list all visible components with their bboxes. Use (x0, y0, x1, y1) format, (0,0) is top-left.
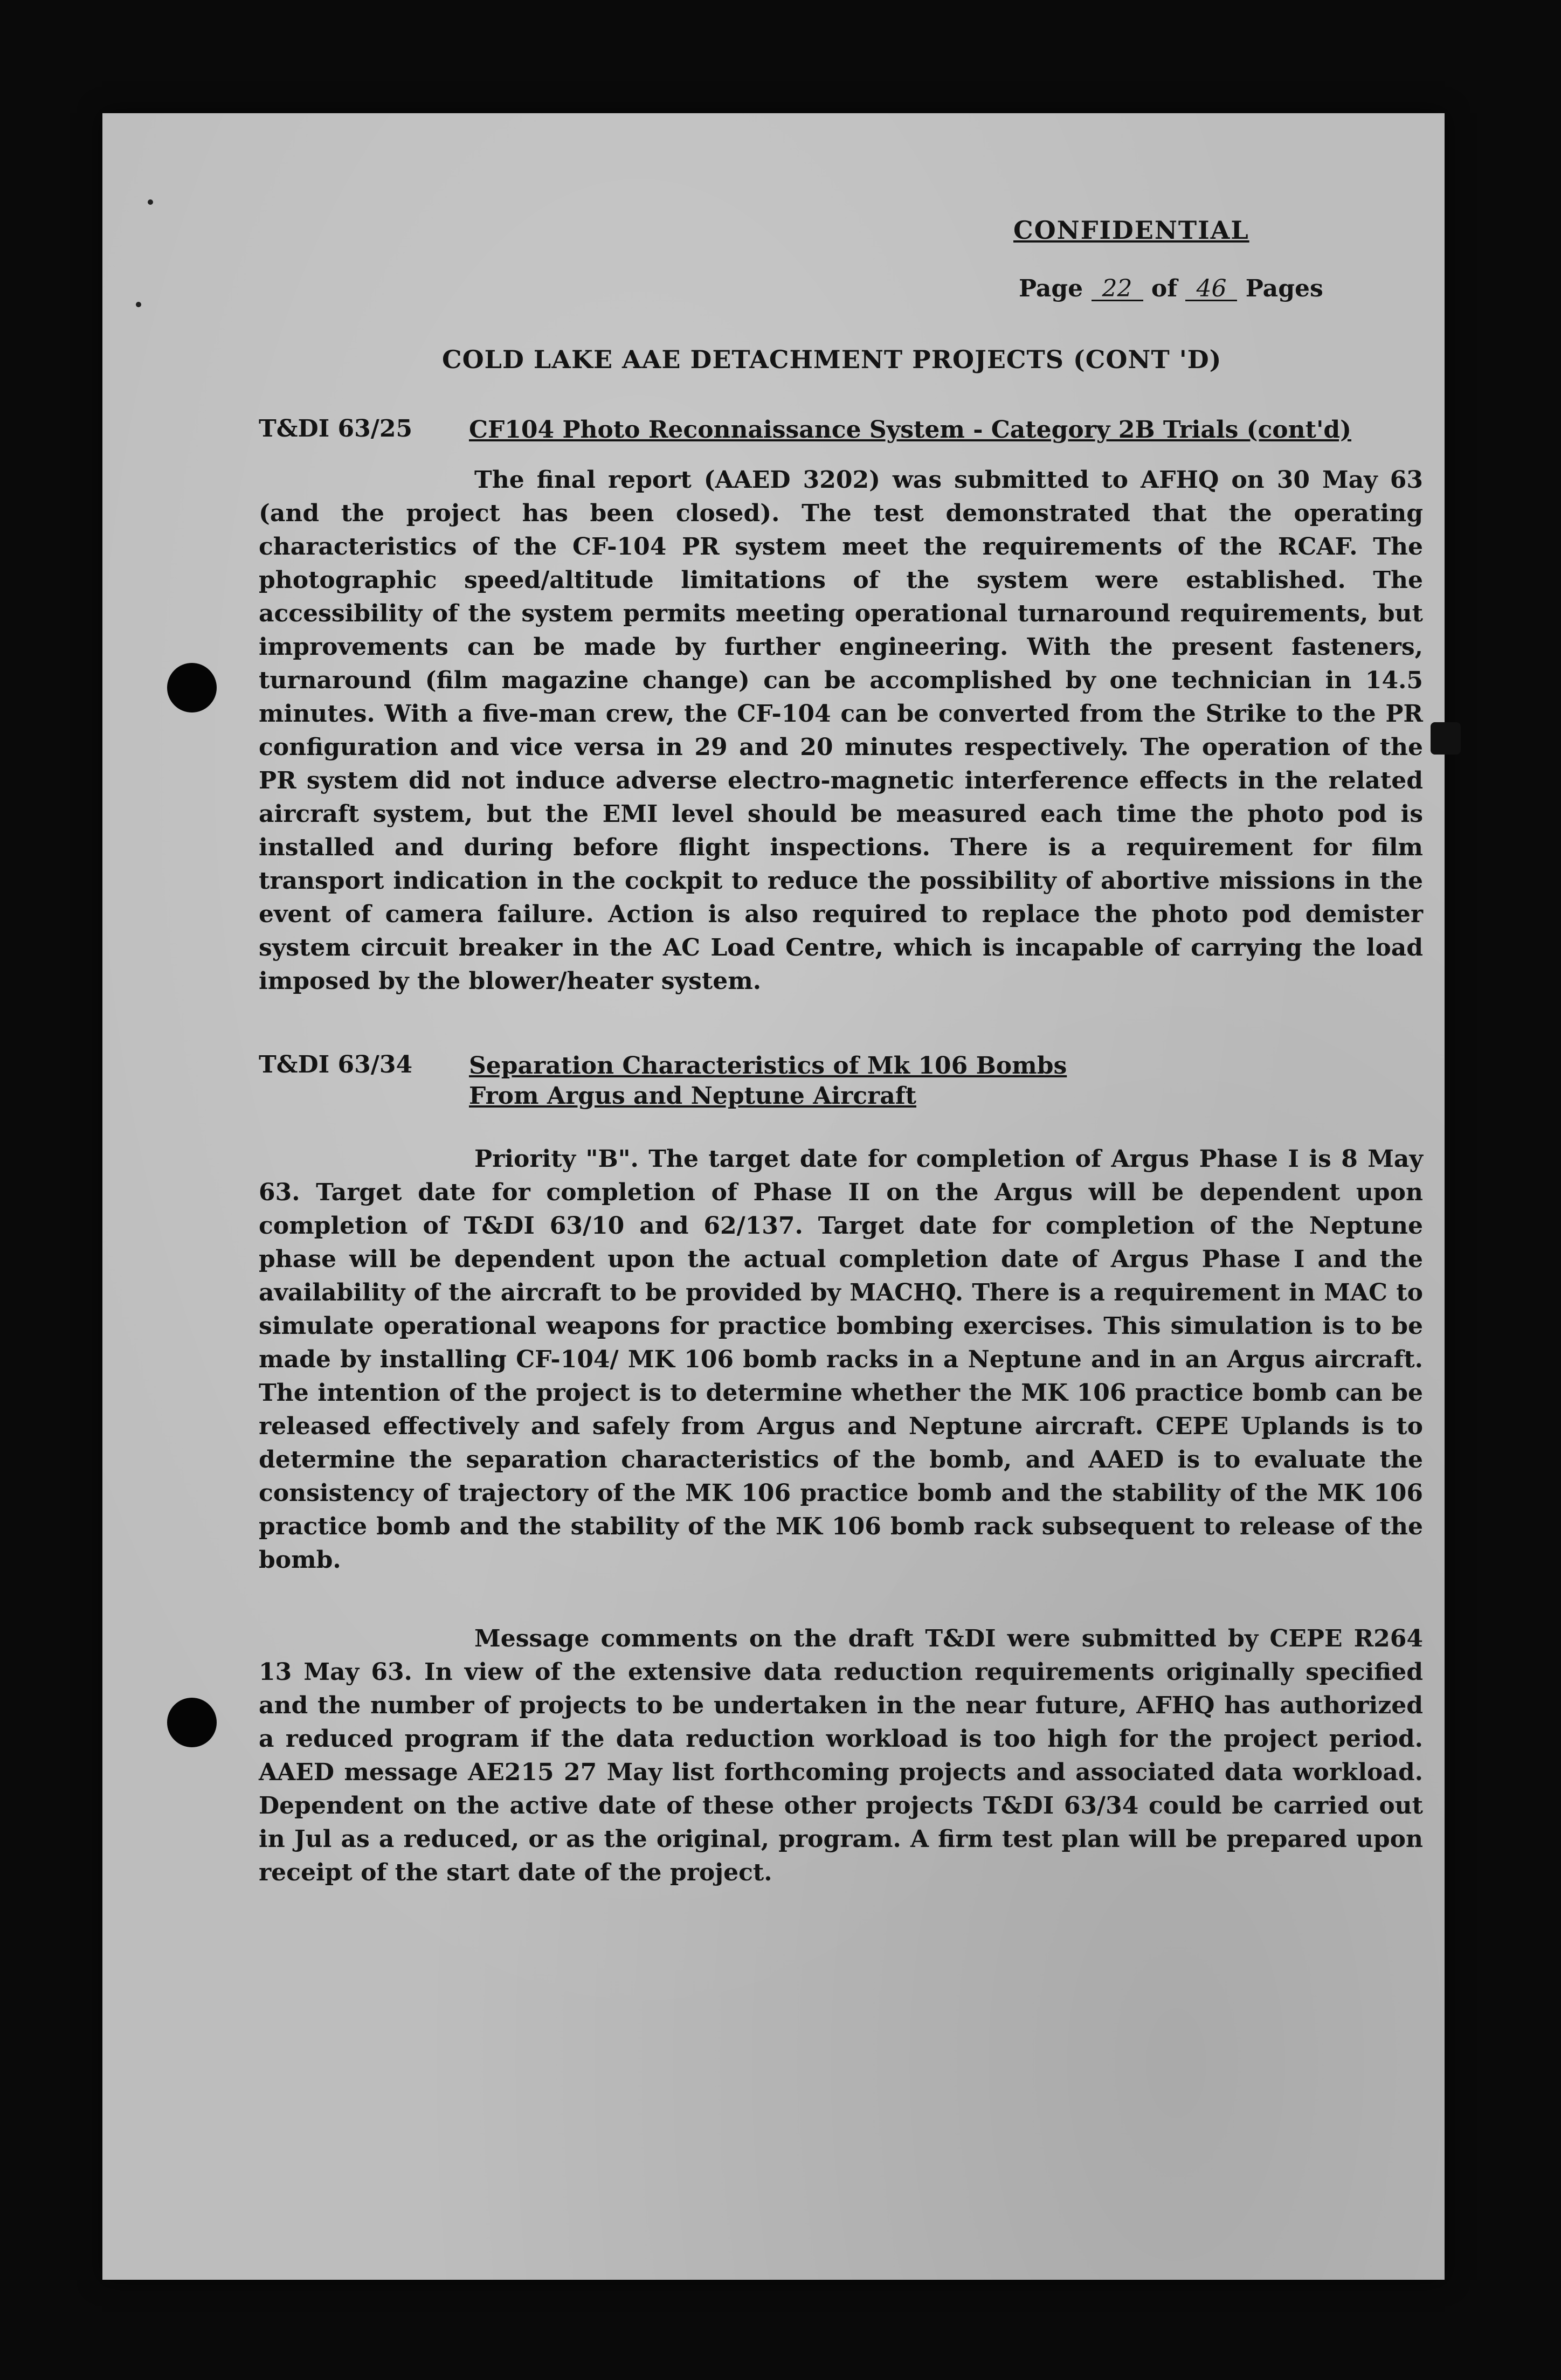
page-of-label: of (1151, 275, 1178, 302)
punch-hole (167, 663, 217, 712)
section-heading-line: From Argus and Neptune Aircraft (469, 1082, 916, 1110)
page-number: 22 (1092, 278, 1143, 301)
section-paragraph: The final report (AAED 3202) was submitted to AFHQ on 30 May 63 (and the project has been closed). The test demonstrated that the operating characteristics of the CF-104 PR system meet the requirements of the RCAF. The photographic speed/altitude limitations of the system were established. The accessibility of the system permits meeting operational turnaround requirements, but improvements can be made by further engineering. With the present fasteners, turnaround (film magazine change) can be accomplished by one technician in 14.5 minutes. With a five-man crew, the CF-104 can be converted from the Strike to the PR configuration and vice versa in 29 and 20 minutes respectively. The operation of the PR system did not induce adverse electro-magnetic interference effects in the related aircraft system, but the EMI level should be measured each time the photo pod is installed and during before flight inspections. There is a requirement for film transport indication in the cockpit to reduce the possibility of abortive missions in the event of camera failure. Action is also required to replace the photo pod demister system circuit breaker in the AC Load Centre, which is incapable of carrying the load imposed by the blower/heater system. (259, 466, 1423, 995)
section-header (259, 1051, 1067, 1111)
page-number-line (1019, 275, 1323, 302)
speck-mark (136, 302, 141, 307)
section-heading (469, 1051, 1067, 1111)
punch-hole (167, 1698, 217, 1747)
page-total: 46 (1185, 278, 1237, 301)
section-paragraph: Priority "B". The target date for completion of Argus Phase I is 8 May 63. Target date for completion of Phase II on the Argus will be dependent upon completion of T&DI 63/10 and 62/137. Target date for completion of the Neptune phase will be dependent upon the actual completion date of Argus Phase I and the availability of the aircraft to be provided by MACHQ. There is a requirement in MAC to simulate operational weapons for practice bombing exercises. This simulation is to be made by installing CF-104/ MK 106 bomb racks in a Neptune and in an Argus aircraft. The intention of the project is to determine whether the MK 106 practice bomb can be released effectively and safely from Argus and Neptune aircraft. CEPE Uplands is to determine the separation characteristics of the bomb, and AAED is to evaluate the consistency of trajectory of the MK 106 practice bomb and the stability of the MK 106 practice bomb and the stability of the MK 106 bomb rack subsequent to release of the bomb. (259, 1145, 1423, 1574)
edge-mark (1431, 722, 1461, 755)
pages-label: Pages (1245, 275, 1323, 302)
section-heading: CF104 Photo Reconnaissance System - Category 2B Trials (cont'd) (469, 416, 1352, 444)
section-number: T&DI 63/25 (259, 415, 413, 442)
classification-label: CONFIDENTIAL (1013, 216, 1249, 245)
section-number: T&DI 63/34 (259, 1051, 413, 1078)
section-paragraph: Message comments on the draft T&DI were submitted by CEPE R264 13 May 63. In view of the extensive data reduction requirements originally specified and the number of projects to be undertaken in the near future, AFHQ has authorized a reduced program if the data reduction workload is too high for the project period. AAED message AE215 27 May list forthcoming projects and associated data workload. Dependent on the active date of these other projects T&DI 63/34 could be carried out in Jul as a reduced, or as the original, program. A firm test plan will be prepared upon receipt of the start date of the project. (259, 1625, 1423, 1886)
page-title: COLD LAKE AAE DETACHMENT PROJECTS (CONT 'D) (442, 345, 1222, 374)
page-label: Page (1019, 275, 1083, 302)
speck-mark (148, 199, 153, 205)
section-heading-line: Separation Characteristics of Mk 106 Bombs (469, 1052, 1067, 1080)
document-page (102, 113, 1445, 2280)
section-header (259, 415, 1351, 445)
